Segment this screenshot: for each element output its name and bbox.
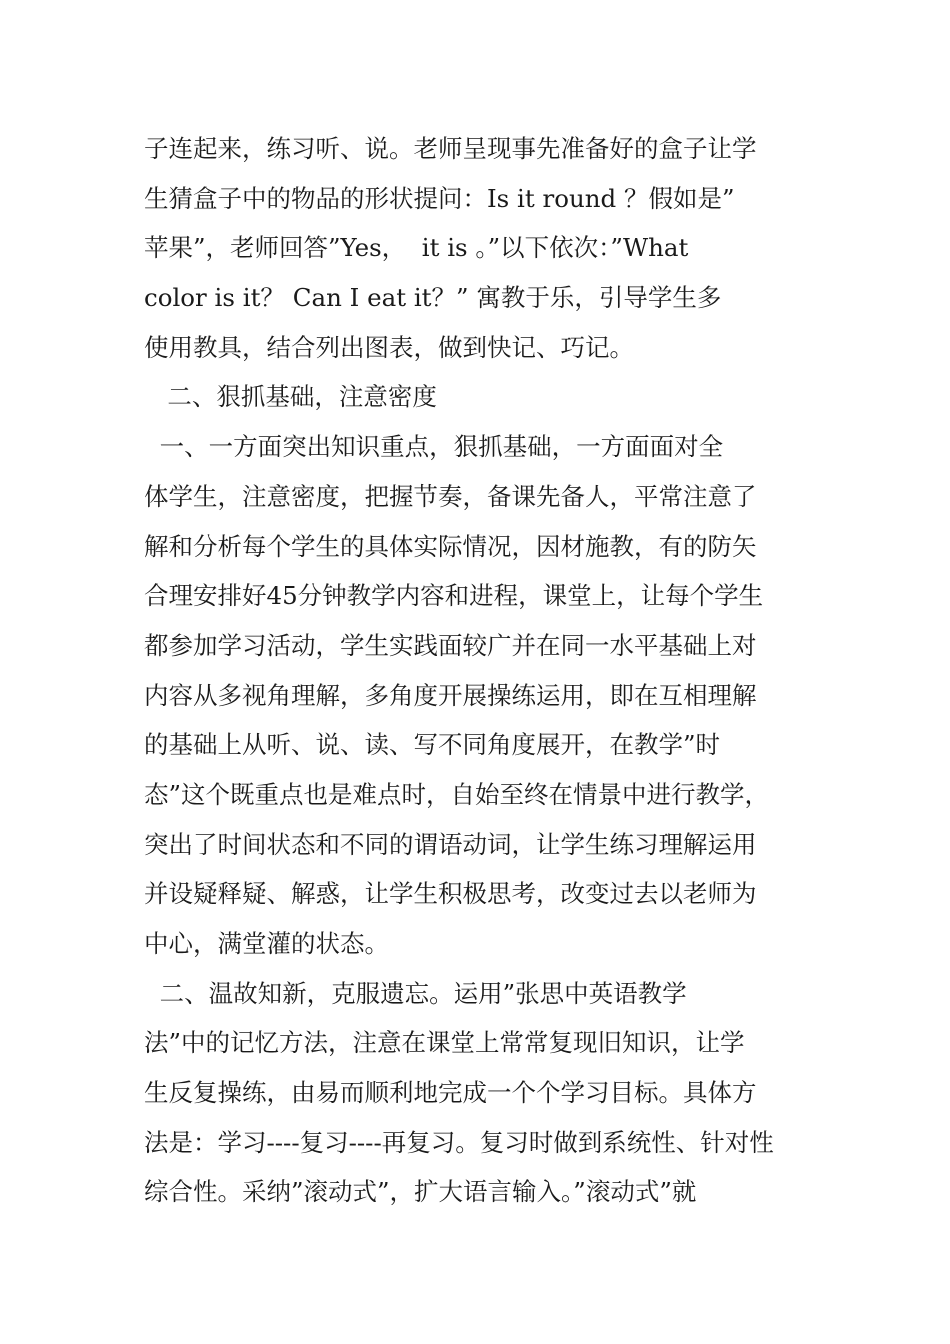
text-line: 内容从多视角理解，多角度开展操练运用，即在互相理解 — [144, 680, 757, 710]
text-line: color is it？ Can I eat it？” 寓教于乐，引导学生多 — [144, 283, 722, 313]
body-text — [144, 124, 814, 1217]
text-line: 生猜盒子中的物品的形状提问：Is it round ？假如是” — [144, 183, 735, 213]
text-line: 中心，满堂灌的状态。 — [144, 929, 389, 958]
text-line: 法是：学习----复习----再复习。复习时做到系统性、针对性 — [144, 1127, 774, 1157]
text-line: 一、一方面突出知识重点，狠抓基础，一方面面对全 — [144, 432, 724, 462]
text-line: 法”中的记忆方法，注意在课堂上常常复现旧知识，让学 — [144, 1028, 745, 1058]
text-line: 二、温故知新，克服遗忘。运用”张思中英语教学 — [144, 978, 687, 1008]
section-heading: 二、狠抓基础，注意密度 — [144, 382, 437, 412]
text-line: 生反复操练，由易而顺利地完成一个个学习目标。具体方 — [144, 1078, 757, 1108]
text-line: 的基础上从听、说、读、写不同角度展开，在教学”时 — [144, 730, 721, 760]
text-line: 突出了时间状态和不同的谓语动词，让学生练习理解运用 — [144, 829, 757, 859]
text-line: 体学生，注意密度，把握节奏，备课先备人，平常注意了 — [144, 481, 757, 511]
text-line: 综合性。采纳”滚动式”，扩大语言输入。”滚动式”就 — [144, 1177, 697, 1207]
text-line: 并设疑释疑、解惑，让学生积极思考，改变过去以老师为 — [144, 879, 757, 909]
text-line: 态”这个既重点也是难点时，自始至终在情景中进行教学， — [144, 779, 770, 809]
text-line: 解和分析每个学生的具体实际情况，因材施教，有的防矢 — [144, 531, 757, 561]
text-line: 使用教具，结合列出图表，做到快记、巧记。 — [144, 332, 634, 362]
text-line: 合理安排好45分钟教学内容和进程，课堂上，让每个学生 — [144, 581, 764, 611]
text-line: 都参加学习活动，学生实践面较广并在同一水平基础上对 — [144, 630, 757, 660]
text-line: 苹果”，老师回答”Yes， it is 。”以下依次：”What — [144, 233, 689, 263]
text-line: 子连起来，练习听、说。老师呈现事先准备好的盒子让学 — [144, 134, 757, 163]
